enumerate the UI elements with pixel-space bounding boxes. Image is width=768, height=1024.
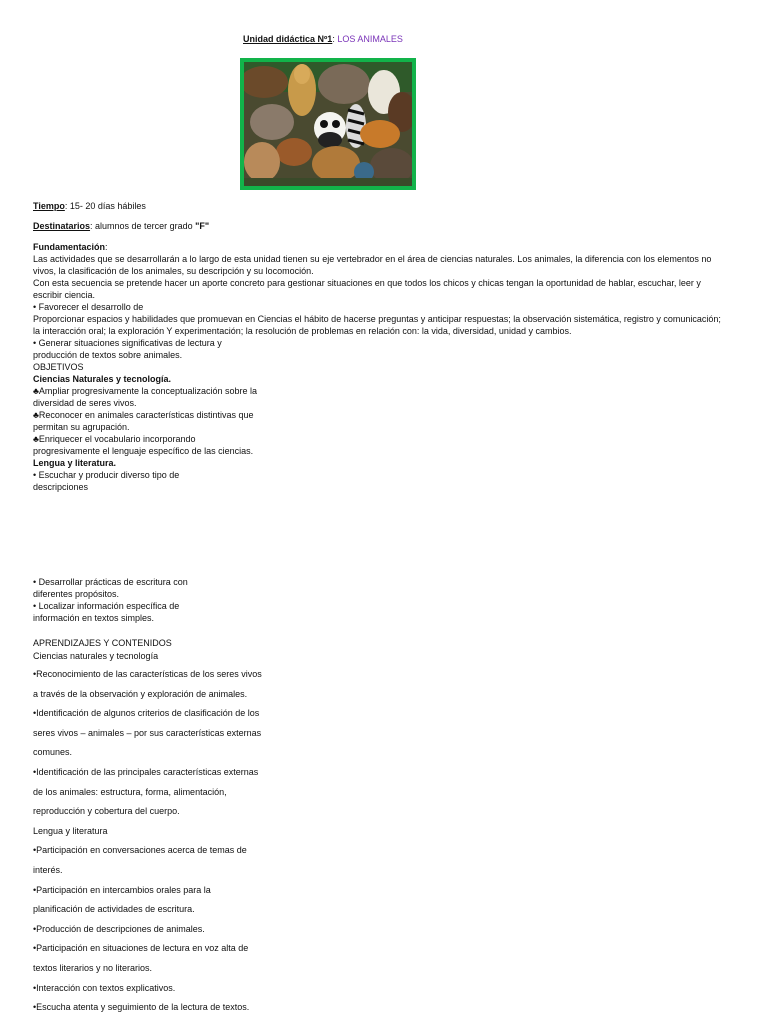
aprendizajes-heading: APRENDIZAJES Y CONTENIDOS: [33, 638, 172, 648]
fundamentacion-bullet: • Favorecer el desarrollo de: [33, 301, 721, 313]
tiempo-label: Tiempo: [33, 201, 65, 211]
aprendizaje-line: •Identificación de algunos criterios de clasificación de los: [33, 708, 260, 719]
aprendizaje-line: de los animales: estructura, forma, alimentación,: [33, 786, 227, 797]
destinatarios-value: : alumnos de tercer grado: [90, 221, 196, 231]
fundamentacion-heading-sep: :: [105, 242, 108, 252]
fundamentacion-line: Proporcionar espacios y habilidades que promuevan en Ciencias el hábito de hacerse preguntas y anticipar respuestas; la observación sistemática, registro y comunicación;: [33, 314, 721, 324]
objetivos-cn-heading: Ciencias Naturales y tecnología.: [33, 374, 172, 384]
aprendizaje-line: •Identificación de las principales características externas: [33, 766, 259, 777]
fundamentacion-line: la interacción oral; la exploración Y experimentación; la resolución de problemas en relación con: la vida, diversidad, unidad y cambios.: [33, 326, 572, 336]
fundamentacion-line: producción de textos sobre animales.: [33, 350, 183, 360]
aprendizaje-line: textos literarios y no literarios.: [33, 962, 153, 973]
objetivo-item-cont: progresivamente el lenguaje específico de las ciencias.: [33, 446, 254, 456]
objetivo-item: ♣ Enriquecer el vocabulario incorporando: [33, 433, 721, 445]
animals-collage-image: [240, 58, 416, 190]
aprendizaje-line: seres vivos – animales – por sus características externas: [33, 727, 262, 738]
fundamentacion-line: Con esta secuencia se pretende hacer un aporte concreto para gestionar situaciones en que todos los chicos y chicas tengan la oportunidad de hablar, escuchar, leer y: [33, 278, 701, 288]
tiempo-line: [33, 200, 146, 212]
objetivo-ll-item-cont: información en textos simples.: [33, 613, 155, 623]
title-value: LOS ANIMALES: [337, 34, 403, 44]
objetivo-item: ♣ Reconocer en animales características distintivas que: [33, 409, 721, 421]
objetivo-ll-item: • Escuchar y producir diverso tipo de: [33, 469, 721, 481]
objetivos-heading: OBJETIVOS: [33, 362, 84, 372]
objetivo-ll-item-cont: diferentes propósitos.: [33, 589, 120, 599]
fundamentacion-line: vivos, la clasificación de los animales, su descripción y su locomoción.: [33, 266, 314, 276]
objetivo-ll-item: • Desarrollar prácticas de escritura con: [33, 576, 188, 588]
aprendizajes-ll-heading: Lengua y literatura: [33, 825, 108, 836]
objetivo-ll-item-cont: descripciones: [33, 482, 89, 492]
aprendizaje-line: •Participación en situaciones de lectura en voz alta de: [33, 943, 249, 954]
fundamentacion-heading: Fundamentación: [33, 242, 106, 252]
tiempo-value: : 15- 20 días hábiles: [64, 201, 146, 211]
title-separator: :: [332, 34, 335, 44]
objetivos-ll-continued: [33, 576, 188, 624]
title-label: Unidad didáctica Nº1: [243, 34, 333, 44]
objetivo-item-cont: permitan su agrupación.: [33, 422, 130, 432]
objetivos-ll-heading: Lengua y literatura.: [33, 458, 117, 468]
aprendizaje-line: •Producción de descripciones de animales.: [33, 923, 205, 934]
aprendizajes-cn-heading: Ciencias naturales y tecnología: [33, 651, 159, 661]
aprendizaje-line: a través de la observación y exploración de animales.: [33, 688, 248, 699]
objetivo-item-cont: diversidad de seres vivos.: [33, 398, 137, 408]
objetivo-ll-item: • Localizar información específica de: [33, 600, 188, 612]
aprendizaje-line: planificación de actividades de escritura.: [33, 904, 195, 915]
fundamentacion-bullet: • Generar situaciones significativas de lectura y: [33, 337, 721, 349]
aprendizaje-line: •Interacción con textos explicativos.: [33, 982, 176, 993]
fundamentacion-line: escribir ciencia.: [33, 290, 96, 300]
aprendizaje-line: •Escucha atenta y seguimiento de la lectura de textos.: [33, 1002, 250, 1013]
aprendizaje-line: reproducción y cobertura del cuerpo.: [33, 806, 180, 817]
aprendizajes-list: [33, 665, 262, 1018]
destinatarios-line: [33, 220, 209, 232]
aprendizaje-line: interés.: [33, 864, 63, 875]
fundamentacion-line: Las actividades que se desarrollarán a lo largo de esta unidad tienen su eje vertebrador en el área de ciencias naturales. Los animales, la diferencia con los elementos no: [33, 254, 712, 264]
aprendizaje-line: •Reconocimiento de las características de los seres vivos: [33, 669, 262, 679]
destinatarios-label: Destinatarios: [33, 221, 91, 231]
aprendizaje-line: •Participación en conversaciones acerca de temas de: [33, 845, 247, 856]
animals-collage-graphic: [244, 62, 412, 186]
fundamentacion-block: [33, 241, 721, 493]
aprendizaje-line: •Participación en intercambios orales para la: [33, 884, 211, 895]
page-title: [226, 33, 403, 45]
aprendizaje-line: comunes.: [33, 747, 73, 758]
fundamentacion-heading-line: [33, 241, 721, 253]
destinatarios-grade: "F": [195, 221, 210, 231]
objetivo-item: ♣ Ampliar progresivamente la conceptualización sobre la: [33, 385, 721, 397]
